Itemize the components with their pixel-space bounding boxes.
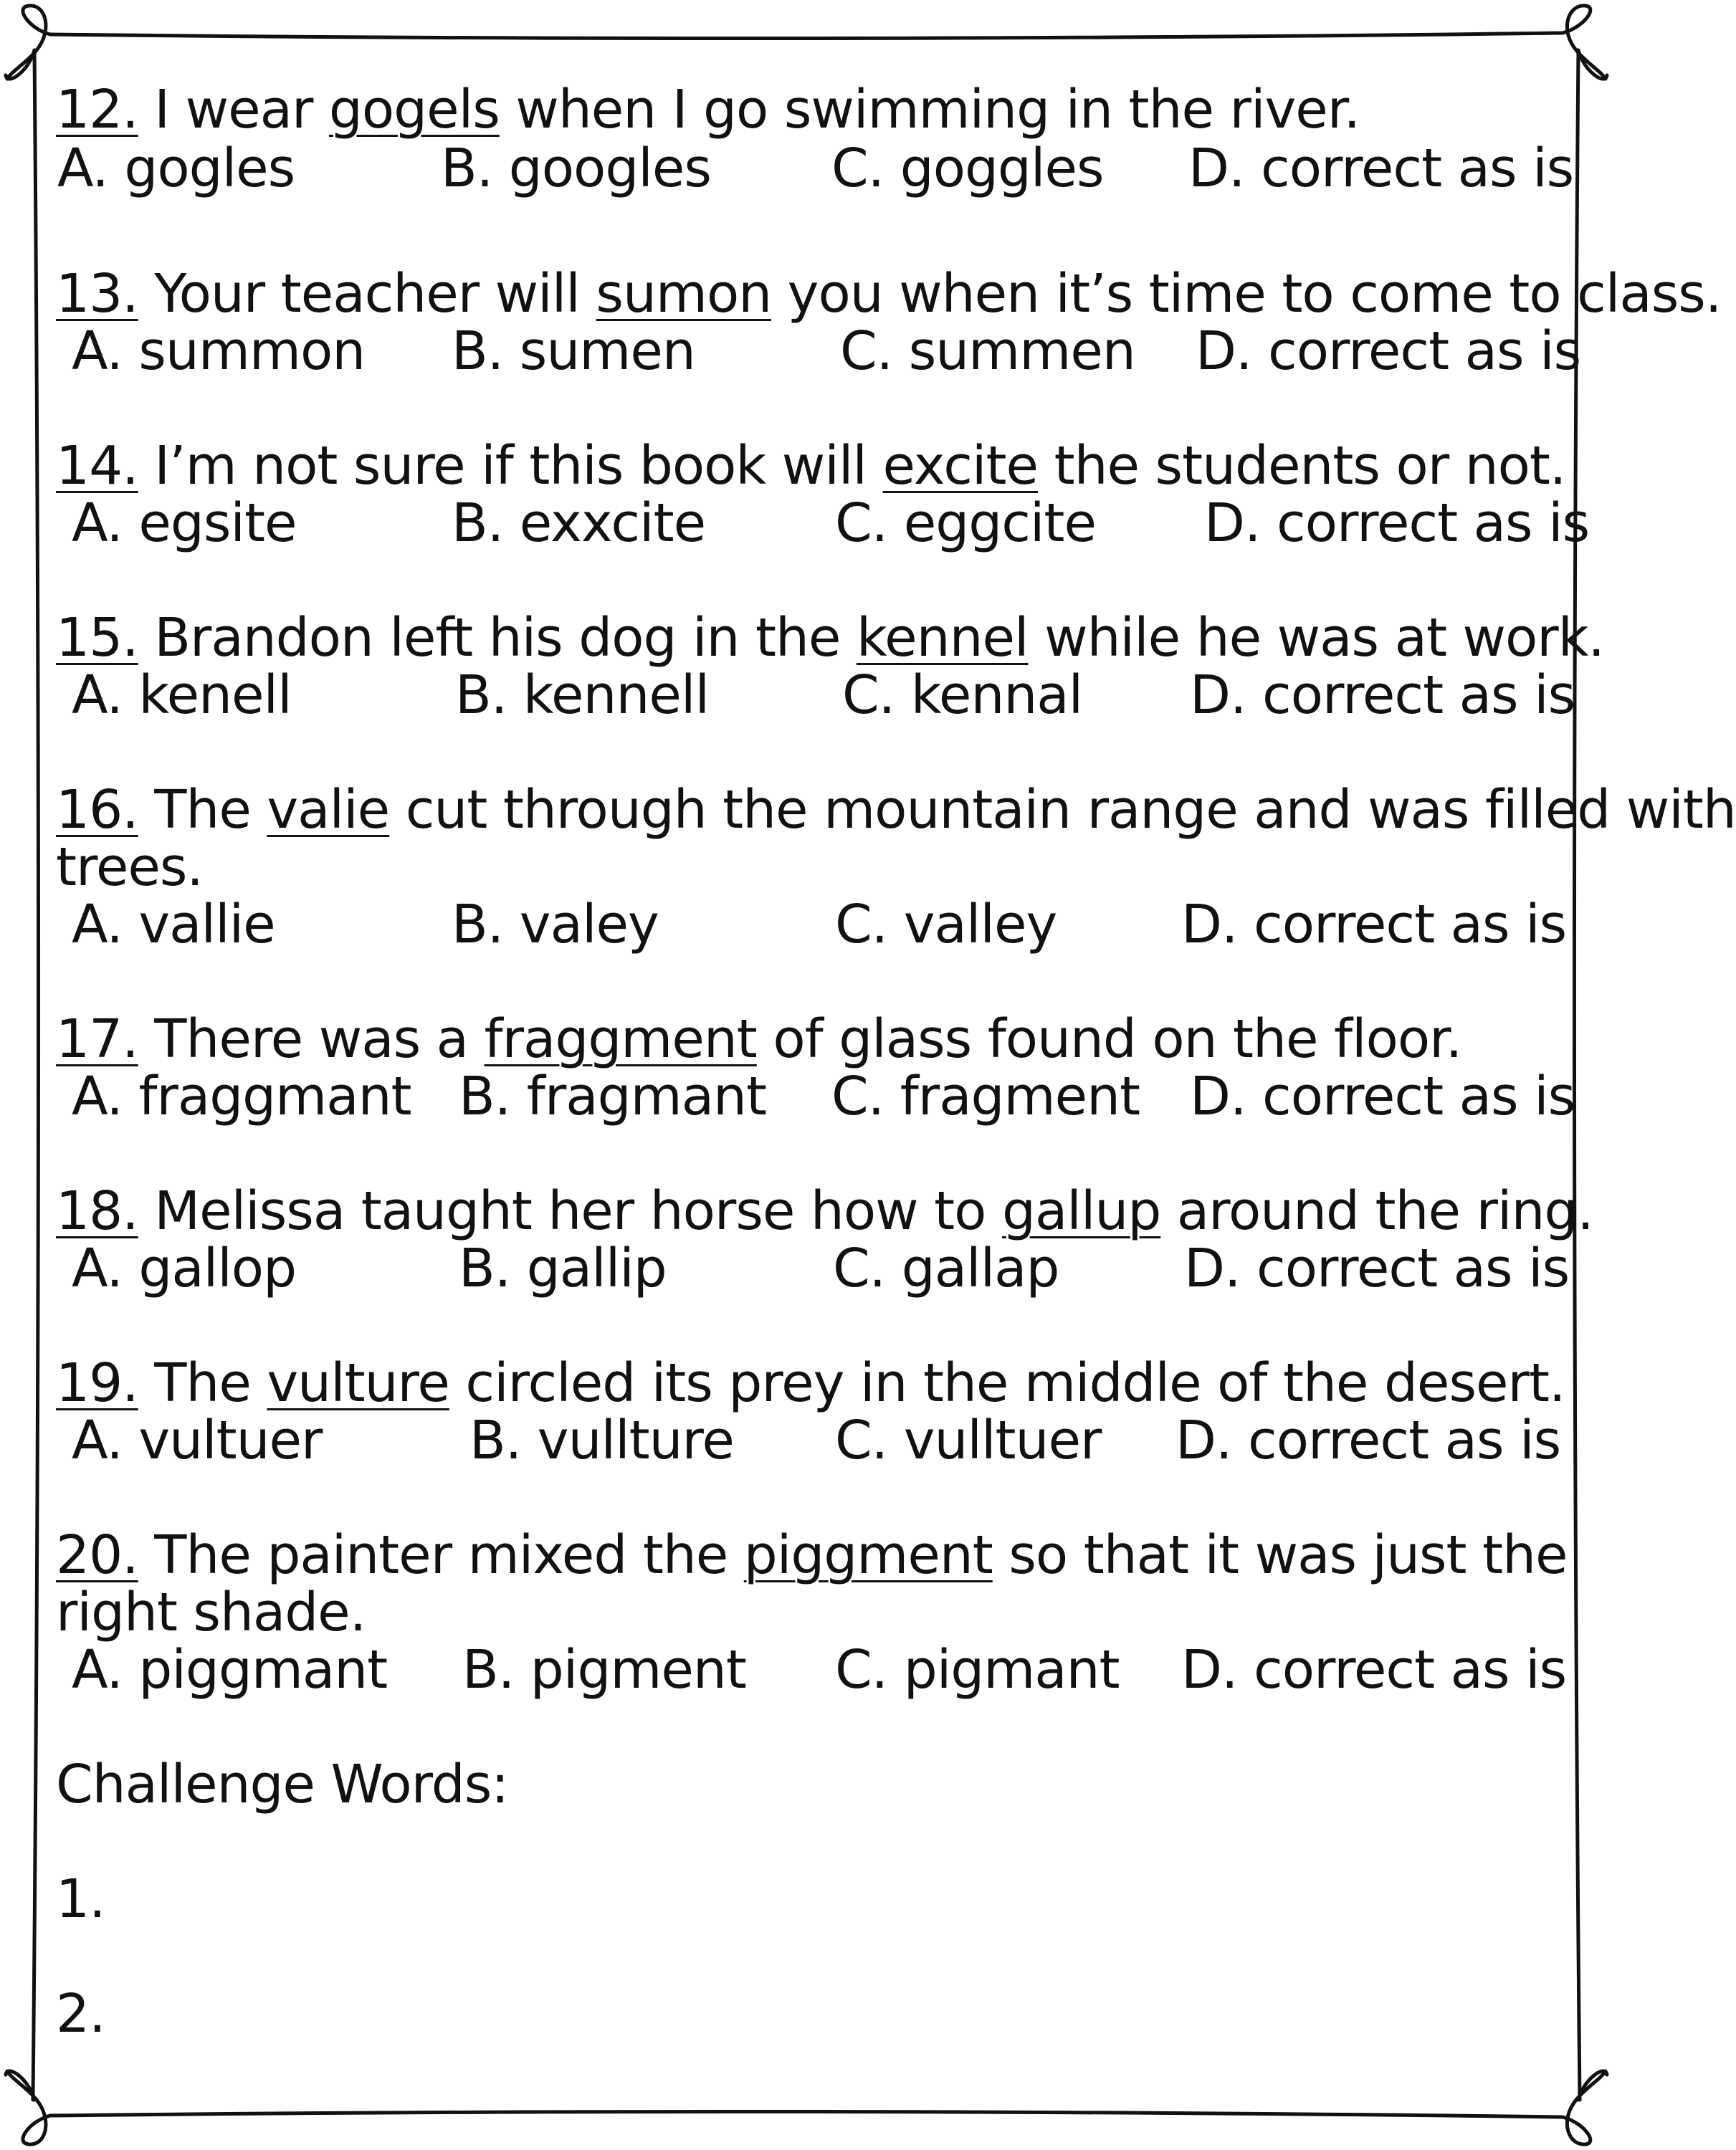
option-d[interactable]: D. correct as is [1188, 138, 1574, 199]
option-c[interactable]: C. pigmant [835, 1639, 1120, 1701]
question-text-after: cut through the mountain range and was filled with [405, 779, 1736, 841]
option-a[interactable]: A. gogles [57, 138, 295, 199]
question-text-after: circled its prey in the middle of the desert. [465, 1352, 1565, 1414]
question-number: 19. [56, 1352, 138, 1414]
question-number: 17. [56, 1008, 138, 1070]
option-b[interactable]: B. valey [452, 894, 659, 955]
challenge-heading: Challenge Words: [56, 1754, 509, 1815]
option-c[interactable]: C. kennal [842, 664, 1083, 726]
option-d[interactable]: D. correct as is [1181, 1639, 1567, 1701]
question-text-after: so that it was just the [1008, 1524, 1568, 1586]
option-a[interactable]: A. vallie [72, 894, 275, 955]
question-16-continuation: trees. [56, 836, 203, 898]
option-a[interactable]: A. kenell [72, 664, 292, 726]
question-number: 12. [56, 79, 138, 140]
option-d[interactable]: D. correct as is [1175, 1410, 1561, 1471]
option-d[interactable]: D. correct as is [1190, 664, 1575, 726]
option-a[interactable]: A. summon [72, 320, 366, 382]
option-b[interactable]: B. exxcite [452, 492, 706, 554]
option-c[interactable]: C. fragment [831, 1066, 1140, 1127]
option-c[interactable]: C. goggles [831, 138, 1104, 199]
question-text-after: you when it’s time to come to class. [787, 263, 1722, 325]
question-text-before: The [154, 1352, 251, 1414]
option-a[interactable]: A. piggmant [72, 1639, 388, 1701]
underlined-word: vulture [267, 1352, 449, 1414]
challenge-item-1: 1. [56, 1868, 105, 1930]
option-a[interactable]: A. gallop [72, 1238, 297, 1299]
question-number: 20. [56, 1524, 138, 1586]
underlined-word: sumon [596, 263, 772, 325]
option-d[interactable]: D. correct as is [1181, 894, 1567, 955]
question-text-before: I wear [154, 79, 313, 140]
question-text-before: Your teacher will [154, 263, 580, 325]
underlined-word: excite [882, 435, 1039, 497]
underlined-word: kennel [856, 607, 1029, 669]
question-text-after: when I go swimming in the river. [515, 79, 1360, 140]
question-text-after: around the ring. [1176, 1180, 1593, 1242]
challenge-item-2: 2. [56, 1983, 105, 2045]
option-b[interactable]: B. sumen [452, 320, 695, 382]
option-b[interactable]: B. fragmant [459, 1066, 766, 1127]
option-b[interactable]: B. vullture [469, 1410, 734, 1471]
option-c[interactable]: C. valley [835, 894, 1057, 955]
question-text-before: The painter mixed the [154, 1524, 728, 1586]
question-17 [56, 1007, 1461, 1071]
option-d[interactable]: D. correct as is [1184, 1238, 1570, 1299]
question-15 [56, 606, 1604, 670]
option-b[interactable]: B. gallip [459, 1238, 667, 1299]
option-d[interactable]: D. correct as is [1190, 1066, 1575, 1127]
question-number: 13. [56, 263, 138, 325]
question-19 [56, 1351, 1565, 1415]
option-b[interactable]: B. googles [441, 138, 711, 199]
question-14 [56, 434, 1565, 498]
question-text-before: There was a [154, 1008, 468, 1070]
question-number: 16. [56, 779, 138, 841]
underlined-word: valie [267, 779, 390, 841]
question-number: 14. [56, 435, 138, 497]
underlined-word: piggment [743, 1524, 993, 1586]
underlined-word: gallup [1001, 1180, 1161, 1242]
question-16 [56, 778, 1736, 842]
question-number: 15. [56, 607, 138, 669]
option-a[interactable]: A. vultuer [72, 1410, 323, 1471]
option-d[interactable]: D. correct as is [1196, 320, 1581, 382]
option-a[interactable]: A. egsite [72, 492, 297, 554]
option-d[interactable]: D. correct as is [1204, 492, 1590, 554]
question-text-before: The [154, 779, 251, 841]
question-20-continuation: right shade. [56, 1582, 366, 1643]
question-text-after: the students or not. [1054, 435, 1566, 497]
question-text-before: I’m not sure if this book will [154, 435, 867, 497]
option-c[interactable]: C. gallap [833, 1238, 1059, 1299]
question-18 [56, 1179, 1593, 1243]
question-text-before: Melissa taught her horse how to [154, 1180, 986, 1242]
question-12 [56, 77, 1360, 142]
underlined-word: gogels [328, 79, 500, 140]
question-text-before: Brandon left his dog in the [154, 607, 841, 669]
option-b[interactable]: B. pigment [462, 1639, 746, 1701]
option-c[interactable]: C. summen [840, 320, 1135, 382]
question-text-after: of glass found on the floor. [773, 1008, 1462, 1070]
option-c[interactable]: C. eggcite [835, 492, 1096, 554]
question-20 [56, 1523, 1568, 1587]
option-a[interactable]: A. fraggmant [72, 1066, 411, 1127]
option-b[interactable]: B. kennell [455, 664, 710, 726]
question-text-after: while he was at work. [1044, 607, 1605, 669]
option-c[interactable]: C. vulltuer [835, 1410, 1102, 1471]
question-13 [56, 262, 1721, 326]
question-number: 18. [56, 1180, 138, 1242]
underlined-word: fraggment [484, 1008, 757, 1070]
